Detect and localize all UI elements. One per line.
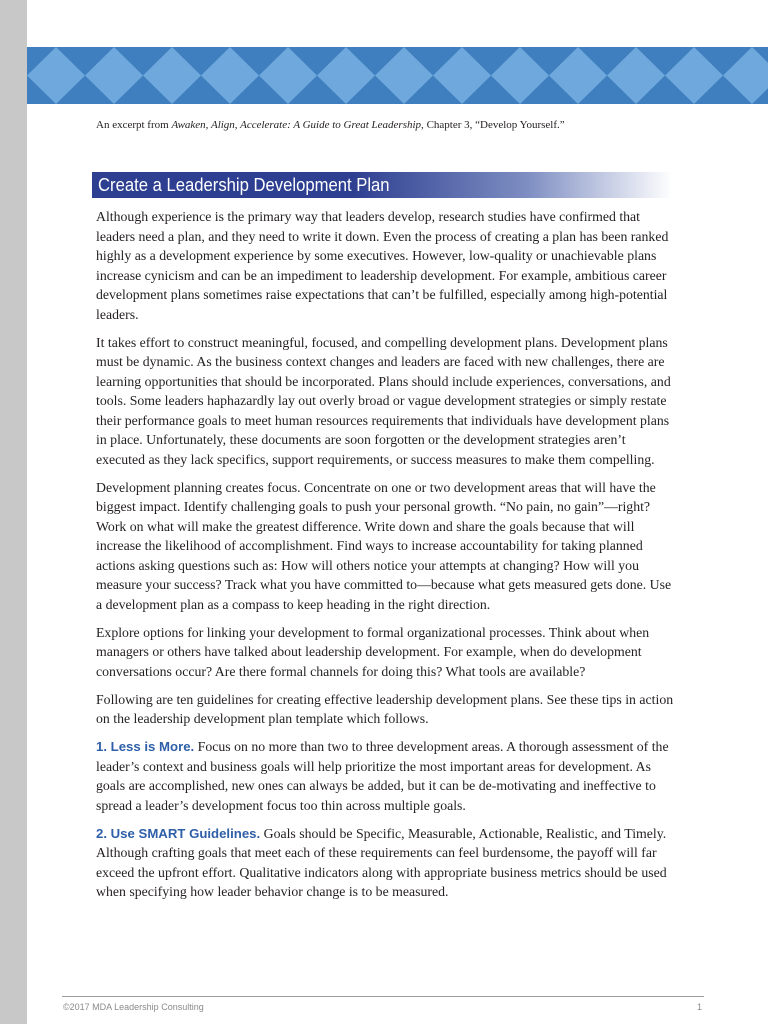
paragraph: Explore options for linking your development to formal organizational processes. Think about when managers or others have talked about leadership development. For example, when do development conversations occur? Are there formal channels for doing this? What tools are available? xyxy=(96,624,650,679)
footer-divider xyxy=(62,996,704,997)
section-title-bar xyxy=(92,172,672,198)
guideline-text: Goals should be Specific, Measurable, Actionable, Realistic, and Timely. Although crafting goals that meet each of these requirements can feel burdensome, the payoff will far exceed the upfront effort. Qualitative indicators along with appropriate business metrics should be used when specifying how leader behavior change is to be measured. xyxy=(96,825,667,899)
page-number: 1 xyxy=(696,1002,702,1012)
excerpt-prefix: An excerpt from xyxy=(96,119,172,131)
paragraph: It takes effort to construct meaningful, focused, and compelling development plans. Development plans must be dynamic. As the business context changes and leaders are faced with new challenges, there are learning opportunities that should be incorporated. Plans should include experiences, conversations, and tools. Some leaders haphazardly lay out overly broad or vague development strategies or simply restate their performance goals to meet human resources requirements that individuals have development plans in place. Unfortunately, these documents are soon forgotten or the development strategies aren’t executed as they lack specifics, support requirements, or success measures to make them compelling. xyxy=(96,334,671,467)
guideline-text: Focus on no more than two to three development areas. A thorough assessment of the leader’s context and business goals will help prioritize the most important areas for development. As goals are accomplished, new ones can always be added, but it can be de-motivating and ineffective to spread a leader’s development focus too thin across multiple goals. xyxy=(96,739,669,813)
guideline-item xyxy=(96,737,674,815)
excerpt-suffix: Chapter 3, “Develop Yourself.” xyxy=(423,119,565,131)
document-body xyxy=(96,207,674,910)
paragraph: Following are ten guidelines for creating effective leadership development plans. See these tips in action on the leadership development plan template which follows. xyxy=(96,691,674,726)
guideline-heading: 1. Less is More. xyxy=(96,739,195,754)
diamond-pattern xyxy=(27,47,768,104)
book-title: Awaken, Align, Accelerate: A Guide to Great Leadership, xyxy=(171,119,424,131)
excerpt-note xyxy=(96,118,716,132)
decorative-header-band xyxy=(27,47,768,104)
guideline-heading: 2. Use SMART Guidelines. xyxy=(96,825,261,841)
paragraph: Although experience is the primary way that leaders develop, research studies have confirmed that leaders need a plan, and they need to write it down. Even the process of creating a plan has been ranked highly as a development experience by some executives. However, low-quality or unachievable plans increase cynicism and can be an impediment to leadership development. For example, ambitious career development plans sometimes raise expectations that can’t be fulfilled, especially among high-potential leaders. xyxy=(96,209,669,322)
guideline-item xyxy=(96,824,674,902)
left-margin-bar xyxy=(0,0,27,1024)
footer-copyright: ©2017 MDA Leadership Consulting xyxy=(63,1002,204,1012)
section-title: Create a Leadership Development Plan xyxy=(98,174,390,195)
paragraph: Development planning creates focus. Concentrate on one or two development areas that will have the biggest impact. Identify challenging goals to push your personal growth. “No pain, no gain”—right? Work on what will make the greatest difference. Write down and share the goals because that will increase the likelihood of accomplishment. Find ways to increase accountability for taking planned actions asking questions such as: How will others notice your attempts at changing? How will you measure your success? Track what you have committed to—because what gets measured gets done. Use a development plan as a compass to keep heading in the right direction. xyxy=(96,479,672,612)
